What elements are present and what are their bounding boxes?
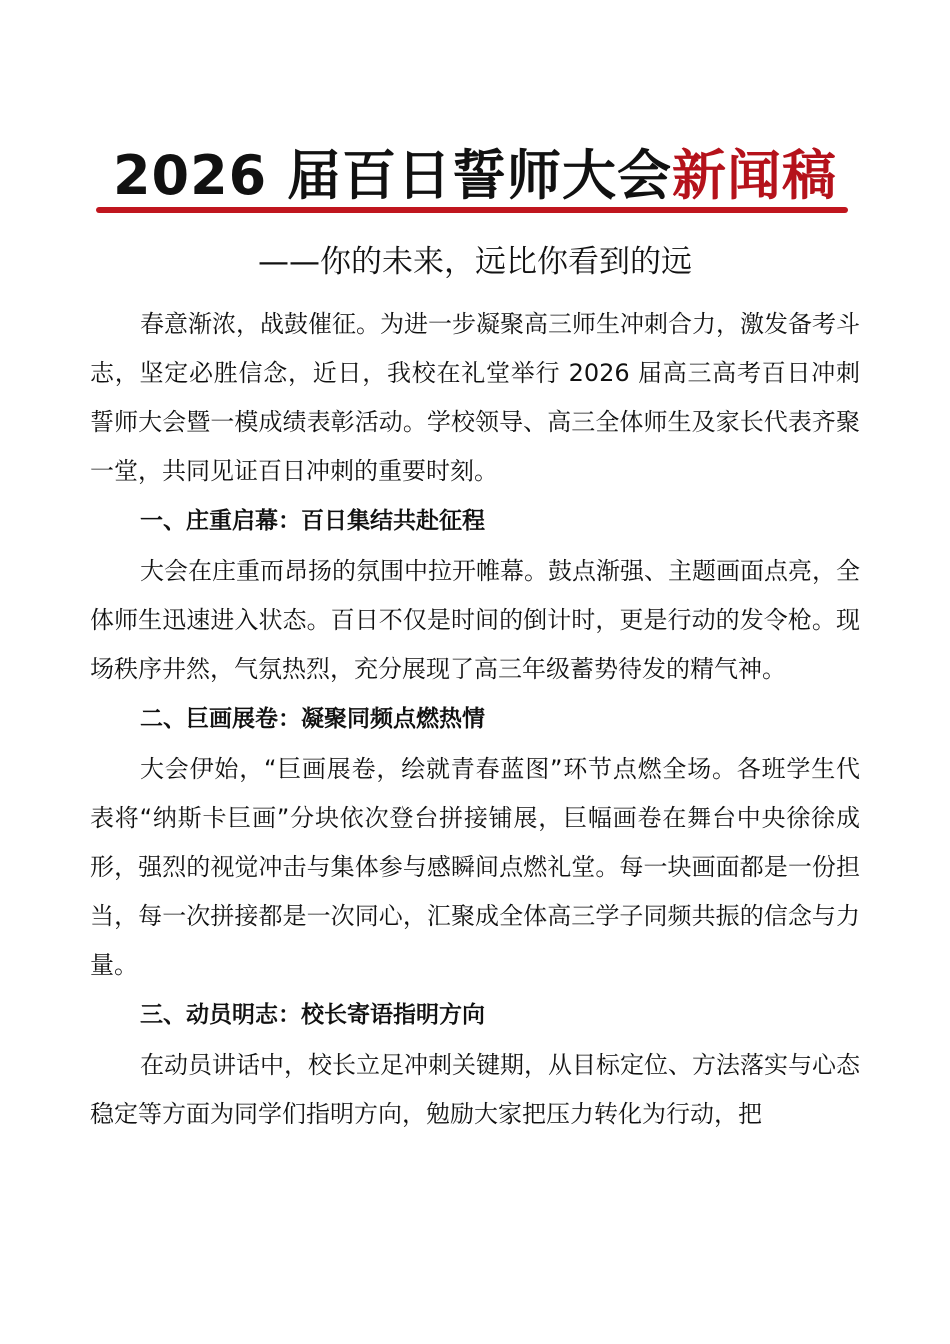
title-line [90,140,860,212]
section-heading-3: 三、动员明志：校长寄语指明方向 [140,1002,485,1028]
page-subtitle: ——你的未来，远比你看到的远 [258,244,692,280]
intro-paragraph: 春意渐浓，战鼓催征。为进一步凝聚高三师生冲刺合力，激发备考斗志，坚定必胜信念，近日，我校在礼堂举行 2026 届高三高考百日冲刺誓师大会暨一模成绩表彰活动。学校领导、高三全体师生及家长代表齐聚一堂，共同见证百日冲刺的重要时刻。 [90,310,860,485]
title-highlight-text: 新闻稿 [672,144,838,207]
page-title [90,140,860,212]
section-paragraph-3: 在动员讲话中，校长立足冲刺关键期，从目标定位、方法落实与心态稳定等方面为同学们指明方向，勉励大家把压力转化为行动，把 [90,1051,860,1128]
section-paragraph-1: 大会在庄重而昂扬的氛围中拉开帷幕。鼓点渐强、主题画面点亮，全体师生迅速进入状态。百日不仅是时间的倒计时，更是行动的发令枪。现场秩序井然，气氛热烈，充分展现了高三年级蓄势待发的精气神。 [90,557,860,683]
article-body [90,300,860,1139]
section-heading-2: 二、巨画展卷：凝聚同频点燃热情 [140,706,485,732]
section-paragraph-2: 大会伊始，“巨画展卷，绘就青春蓝图”环节点燃全场。各班学生代表将“纳斯卡巨画”分块依次登台拼接铺展，巨幅画卷在舞台中央徐徐成形，强烈的视觉冲击与集体参与感瞬间点燃礼堂。每一块画面都是一份担当，每一次拼接都是一次同心，汇聚成全体高三学子同频共振的信念与力量。 [90,755,860,979]
title-main-text: 2026 届百日誓师大会 [112,144,673,207]
section-heading-1: 一、庄重启幕：百日集结共赴征程 [140,508,485,534]
title-underline [96,207,848,213]
